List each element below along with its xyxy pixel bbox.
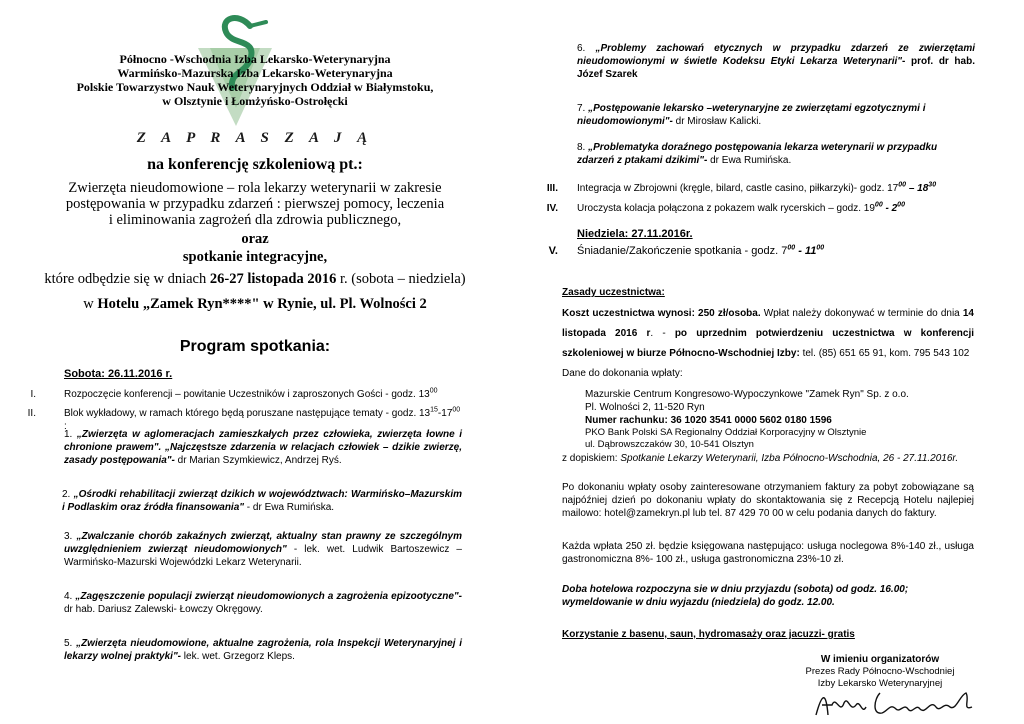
payee-line: Pl. Wolności 2, 11-520 Ryn bbox=[585, 402, 705, 413]
lecture-title: „Problemy zachowań etycznych w przypadku zdarzeń ze zwierzętami nieudomowionymi w świetle Kodeksu Etyki Lekarza Weterynarii" bbox=[577, 43, 975, 67]
lecture-4 bbox=[64, 590, 462, 616]
board-line: Izby Lekarsko Weterynaryjnej bbox=[817, 678, 943, 689]
item-text: Rozpoczęcie konferencji – powitanie Uczestników i zaproszonych Gości - godz. 13 bbox=[64, 389, 430, 400]
fee-paragraph bbox=[562, 304, 974, 364]
integration-title: spotkanie integracyjne, bbox=[182, 249, 328, 265]
lecture-num: 2. bbox=[62, 489, 74, 500]
fee-date: 14 listopada 2016 r bbox=[562, 308, 974, 339]
lecture-5 bbox=[64, 637, 462, 663]
organizer-line: w Olsztynie i Łomżyńsko-Ostrołęcki bbox=[162, 94, 348, 108]
oraz-label: oraz bbox=[241, 231, 269, 247]
organizer-line: Północno -Wschodnia Izba Lekarsko-Weterynaryjna bbox=[119, 52, 391, 66]
payee-line: Mazurskie Centrum Kongresowo-Wypoczynkowe "Zamek Ryn" Sp. z o.o. bbox=[585, 389, 909, 400]
program-item-opening bbox=[64, 388, 464, 401]
bank-line: PKO Bank Polski SA Regionalny Oddział Korporacyjny w Olsztynie bbox=[585, 427, 867, 438]
saturday-heading: Sobota: 26.11.2016 r. bbox=[64, 368, 173, 380]
invoice-paragraph: Po dokonaniu wpłaty osoby zainteresowane otrzymaniem faktury za pobyt zobowiązane są najpóźniej dzień po dokonaniu wpłaty do skontaktowania się z Recepcją Hotelu najlepiej mailowo: hotel@zamekryn.pl lub tel. 87 429 70 00 w celu podania danych do faktury. bbox=[562, 482, 974, 519]
venue-pre: w bbox=[83, 296, 98, 312]
item-end: : bbox=[64, 421, 67, 432]
time-sup: 00 bbox=[787, 244, 796, 252]
item-text: Integracja w Zbrojowni (kręgle, bilard, castle casino, piłkarzyki)- godz. 17 bbox=[577, 183, 899, 194]
organizer-line: Warmińsko-Mazurska Izba Lekarsko-Weterynaryjna bbox=[117, 66, 393, 80]
pool-info: Korzystanie z basenu, saun, hydromasaży oraz jacuzzi- gratis bbox=[562, 629, 855, 640]
lecture-title: „Ośrodki rehabilitacji zwierząt dzikich w województwach: Warmińsko–Mazurskim i Podlaskim oraz źródła finansowania" bbox=[62, 489, 462, 513]
item-text: Blok wykładowy, w ramach którego będą poruszane następujące tematy - godz. 13 bbox=[64, 408, 431, 419]
lecture-num: 3. bbox=[64, 531, 77, 542]
payee-block bbox=[585, 388, 975, 451]
item-number: II. bbox=[27, 408, 36, 419]
payment-intro: Dane do dokonania wpłaty: bbox=[562, 368, 683, 379]
lecture-title: „Postępowanie lekarsko –weterynaryjne ze zwierzętami egzotycznymi i nieudomowionymi"- bbox=[577, 103, 926, 127]
item-number: III. bbox=[546, 183, 558, 194]
note-title: Spotkanie Lekarzy Weterynarii, Izba Północno-Wschodnia, 26 - 27.11.2016r. bbox=[620, 453, 959, 464]
lecture-num: 1. bbox=[64, 429, 77, 440]
item-text: Uroczysta kolacja połączona z pokazem walk rycerskich – godz. 19 bbox=[577, 203, 875, 214]
lecture-speaker: dr Marian Szymkiewicz, Andrzej Ryś. bbox=[174, 455, 342, 466]
lecture-speaker: dr Ewa Rumińska. bbox=[707, 155, 792, 166]
time-sup: 15 bbox=[430, 406, 438, 414]
time-sup: 00 bbox=[452, 406, 461, 414]
program-item-closing bbox=[577, 245, 977, 258]
program-item-integration bbox=[577, 182, 977, 195]
event-dates bbox=[40, 270, 470, 288]
board-line: Prezes Rady Północno-Wschodniej bbox=[805, 666, 955, 677]
topic-line: Zwierzęta nieudomowione – rola lekarzy weterynarii w zakresie bbox=[68, 180, 442, 196]
dates-post: r. (sobota – niedziela) bbox=[336, 271, 466, 287]
event-venue bbox=[40, 295, 470, 313]
booking-paragraph: Każda wpłata 250 zł. będzie księgowana następująco: usługa noclegowa 8%-140 zł., usługa gastronomiczna 8%- 100 zł., usługa gastronomiczna 23%-10 zł. bbox=[562, 541, 974, 565]
handwritten-signature bbox=[810, 685, 980, 721]
fee-confirmation: po uprzednim potwierdzeniu uczestnictwa w konferencji szkoleniowej w biurze Północno-Wschodniej Izby: bbox=[562, 328, 974, 359]
venue-bold: Hotelu „Zamek Ryn****" w Rynie, ul. Pl. Wolności 2 bbox=[97, 296, 427, 312]
lecture-title: „Problematyka doraźnego postępowania lekarza weterynarii w przypadku zdarzeń z ptakami dzikimi"- bbox=[577, 142, 938, 166]
conference-intro: na konferencję szkoleniową pt.: bbox=[147, 156, 363, 173]
item-mid: - 2 bbox=[882, 203, 898, 214]
lecture-num: 6. bbox=[577, 43, 596, 54]
lecture-3 bbox=[64, 530, 462, 569]
time-sup: 00 bbox=[429, 387, 438, 395]
hotel-day-paragraph: Doba hotelowa rozpoczyna sie w dniu przyjazdu (sobota) od godz. 16.00; wymeldowanie w dniu wyjazdu (niedziela) do godz. 12.00. bbox=[562, 584, 909, 608]
fee-rest: Wpłat należy dokonywać w terminie do dnia bbox=[760, 308, 960, 319]
lecture-6 bbox=[577, 42, 975, 81]
on-behalf: W imieniu organizatorów bbox=[820, 654, 940, 665]
fee-date-rest: . - bbox=[650, 328, 675, 339]
lecture-speaker: - dr Ewa Rumińska. bbox=[244, 502, 335, 513]
lecture-speaker: dr hab. Dariusz Zalewski- Łowczy Okręgowy. bbox=[64, 604, 263, 615]
rules-heading: Zasady uczestnictwa: bbox=[562, 287, 665, 298]
lecture-speaker: dr Mirosław Kalicki. bbox=[672, 116, 762, 127]
invitation-heading: Z A P R A S Z A J Ą bbox=[136, 130, 374, 146]
sunday-heading: Niedziela: 27.11.2016r. bbox=[577, 228, 693, 240]
organizers-header bbox=[60, 52, 450, 108]
item-number: I. bbox=[30, 389, 36, 400]
time-sup: 00 bbox=[898, 181, 907, 189]
program-item-dinner bbox=[577, 202, 977, 215]
item-number: IV. bbox=[546, 203, 558, 214]
item-text: Śniadanie/Zakończenie spotkania - godz. 7 bbox=[577, 245, 788, 257]
lecture-num: 4. bbox=[64, 591, 76, 602]
lecture-title: „Zwalczanie chorób zakaźnych zwierząt, aktualny stan prawny ze szczególnym uwzględnieniem zwierząt nieudomowionych" bbox=[64, 531, 463, 555]
item-mid: – 18 bbox=[906, 183, 929, 194]
time-sup: 00 bbox=[874, 201, 883, 209]
fee-bold: Koszt uczestnictwa wynosi: 250 zł/osoba. bbox=[562, 308, 761, 319]
lecture-num: 8. bbox=[577, 142, 589, 153]
program-title: Program spotkania: bbox=[179, 338, 331, 355]
fee-phone: tel. (85) 651 65 91, kom. 795 543 102 bbox=[799, 348, 970, 359]
topic-line: postępowania w przypadku zdarzeń : pierwszej pomocy, leczenia bbox=[65, 196, 445, 212]
lecture-speaker: - lek. wet. Ludwik Bartoszewicz – Warmińsko-Mazurski Wojewódzki Lekarz Weterynarii. bbox=[64, 544, 462, 568]
lecture-title: „Zwierzęta nieudomowione, aktualne zagrożenia, rola Inspekcji Weterynaryjnej i lekarzy wolnej praktyki"- bbox=[64, 638, 462, 662]
lecture-speaker: - prof. dr hab. Józef Szarek bbox=[577, 56, 975, 80]
lecture-8 bbox=[577, 141, 975, 167]
lecture-num: 7. bbox=[577, 103, 589, 114]
note-pre: z dopiskiem: bbox=[562, 453, 621, 464]
bank-line: ul. Dąbrowszczaków 30, 10-541 Olsztyn bbox=[585, 439, 754, 450]
lecture-7 bbox=[577, 102, 975, 128]
item-number: V. bbox=[548, 245, 558, 257]
conference-topic bbox=[60, 180, 450, 228]
organizer-line: Polskie Towarzystwo Nauk Weterynaryjnych Oddział w Białymstoku, bbox=[76, 80, 434, 94]
lecture-2 bbox=[62, 488, 462, 514]
lecture-title: „Zwierzęta w aglomeracjach zamieszkałych przez człowieka, zwierzęta łowne i chronione prawem". „Najczęstsze zdarzenia w relacjach człowiek – dzikie zwierzę, zasady postępowania"- bbox=[64, 429, 462, 466]
lecture-num: 5. bbox=[64, 638, 77, 649]
dates-pre: które odbędzie się w dniach bbox=[44, 271, 210, 287]
lecture-1 bbox=[64, 428, 462, 467]
lecture-title: „Zagęszczenie populacji zwierząt nieudomowionych a zagrożenia epizootyczne"- bbox=[75, 591, 462, 602]
item-mid: - 11 bbox=[795, 245, 817, 257]
dates-bold: 26-27 listopada 2016 bbox=[209, 271, 337, 287]
topic-line: i eliminowania zagrożeń dla zdrowia publicznego, bbox=[108, 212, 402, 228]
lecture-speaker: lek. wet. Grzegorz Kleps. bbox=[181, 651, 295, 662]
time-sup: 00 bbox=[897, 201, 905, 209]
item-mid: -17 bbox=[437, 408, 453, 419]
transfer-note bbox=[562, 452, 974, 465]
time-sup: 30 bbox=[928, 181, 937, 189]
account-number: Numer rachunku: 36 1020 3541 0000 5602 0180 1596 bbox=[585, 415, 832, 426]
time-sup: 00 bbox=[816, 244, 825, 252]
